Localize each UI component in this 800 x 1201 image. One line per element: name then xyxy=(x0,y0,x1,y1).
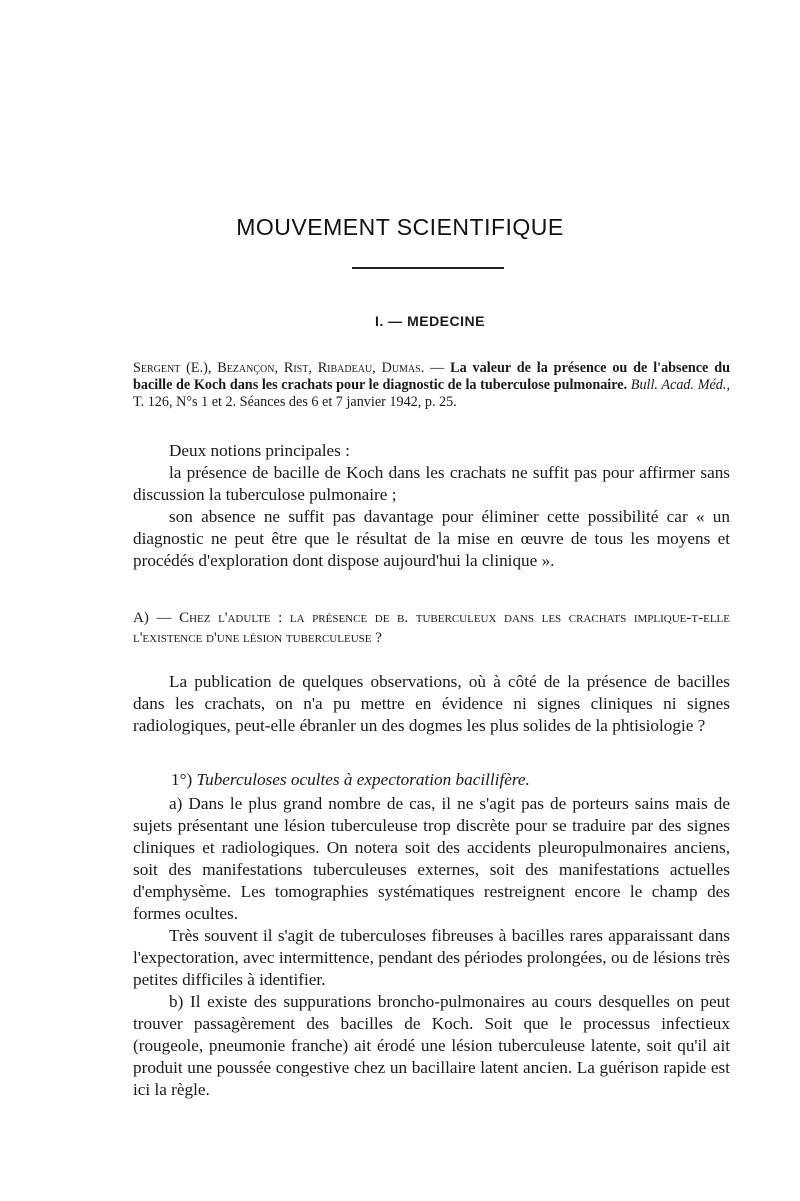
intro-paragraph-3: son absence ne suffit pas davantage pour éliminer cette possibilité car « un diagnostic ne peut être que le résultat de la mise en œuvre de tous les moyens et procédés d'exploration dont dispose aujourd'hui la clinique ». xyxy=(133,507,730,570)
title-divider xyxy=(352,267,504,269)
reference-authors: Sergent (E.), Bezançon, Rist, Ribadeau, Dumas. — xyxy=(133,360,451,376)
subsection-1-heading xyxy=(171,769,731,791)
subsection-1-paragraph-a2: Très souvent il s'agit de tuberculoses fibreuses à bacilles rares apparaissant dans l'expectoration, avec intermittence, pendant des périodes prolongées, ou de lésions très petites difficiles à identifier. xyxy=(133,926,730,989)
intro-paragraph-2: la présence de bacille de Koch dans les crachats ne suffit pas pour affirmer sans discussion la tuberculose pulmonaire ; xyxy=(133,463,730,504)
section-a-body xyxy=(133,671,730,737)
section-a-paragraph: La publication de quelques observations, où à côté de la présence de bacilles dans les crachats, on n'a pu mettre en évidence ni signes cliniques ni signes radiologiques, peut-elle ébranler un des dogmes les plus solides de la phtisiologie ? xyxy=(133,672,730,735)
subsection-1-title: Tuberculoses ocultes à expectoration bacillifère. xyxy=(196,770,530,789)
reference-title: La valeur de la présence ou de l'absence du bacille de Koch dans les crachats pour le diagnostic de la tuberculose pulmonaire. xyxy=(133,360,730,393)
page-title: MOUVEMENT SCIENTIFIQUE xyxy=(236,214,564,240)
subsection-1-number: 1°) xyxy=(171,770,197,789)
subsection-1-body xyxy=(133,793,730,1101)
subsection-1-paragraph-a: a) Dans le plus grand nombre de cas, il ne s'agit pas de porteurs sains mais de sujets présentant une lésion tuberculeuse trop discrète pour se traduire par des signes cliniques et radiologiques. On notera soit des accidents pleuropulmonaires anciens, soit des manifestations tuberculeuses externes, soit des manifestations actuelles d'emphysème. Les tomographies systématiques restreignent encore le champ des formes ocultes. xyxy=(133,794,730,923)
section-a-heading-text: Chez l'adulte : la présence de b. tuberculeux dans les crachats implique-t-elle l'existence d'une lésion tuberculeuse ? xyxy=(133,610,730,646)
subsection-1-paragraph-b: b) Il existe des suppurations broncho-pulmonaires au cours desquelles on peut trouver passagèrement des bacilles de Koch. Soit que le processus infectieux (rougeole, pneumonie franche) ait érodé une lésion tuberculeuse latente, soit qu'il ait produit une poussée congestive chez un bacillaire latent ancien. La guérison rapide est ici la règle. xyxy=(133,992,730,1099)
bibliographic-reference xyxy=(133,360,730,411)
section-heading xyxy=(0,313,800,329)
section-heading-text: I. — MEDECINE xyxy=(375,313,485,329)
reference-journal: Bull. Acad. Méd. xyxy=(630,377,727,393)
reference-citation: , T. 126, N°s 1 et 2. Séances des 6 et 7 janvier 1942, p. 25. xyxy=(133,377,730,410)
section-a-heading xyxy=(133,608,730,648)
section-a-label: A) — xyxy=(133,610,180,626)
intro-block xyxy=(133,440,730,572)
intro-paragraph-1: Deux notions principales : xyxy=(169,441,350,460)
